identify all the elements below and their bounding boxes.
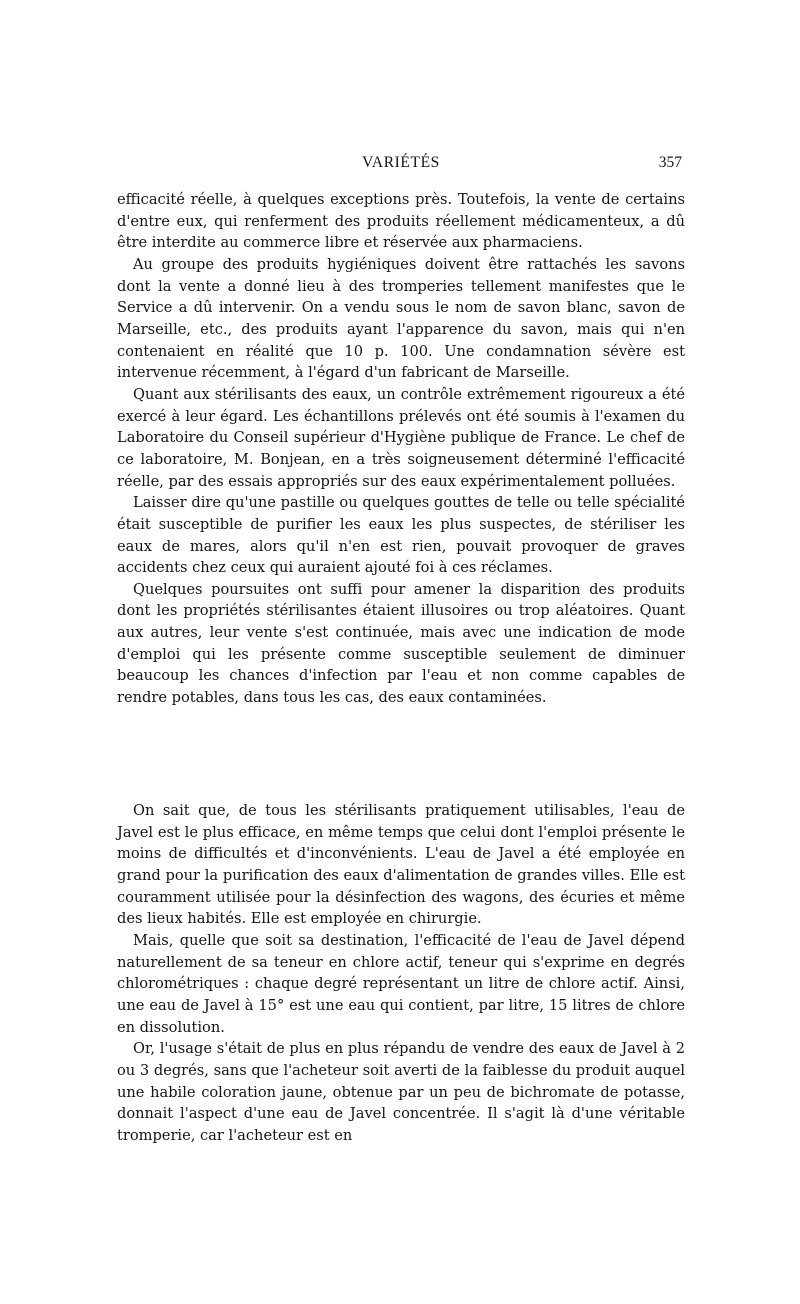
paragraph-8: Or, l'usage s'était de plus en plus répandu de vendre des eaux de Javel à 2 ou 3 degrés, sans que l'acheteur soit averti de la faiblesse du produit auquel une habile coloration jaune, obtenue par un peu de bichromate de potasse, donnait l'aspect d'une eau de Javel concentrée. Il s'agit là d'une véritable tromperie, car l'acheteur est en xyxy=(117,1040,685,1144)
paragraph-6: On sait que, de tous les stérilisants pratiquement utilisables, l'eau de Javel est le plus efficace, en même temps que celui dont l'emploi présente le moins de difficultés et d'inconvénients. L'eau de Javel a été employée en grand pour la purification des eaux d'alimentation de grandes villes. Elle est couramment utilisée pour la désinfection des wagons, des écuries et même des lieux habités. Elle est employée en chirurgie. xyxy=(117,802,685,928)
paragraph-2: Au groupe des produits hygiéniques doivent être rattachés les savons dont la vente a donné lieu à des tromperies tellement manifestes que le Service a dû intervenir. On a vendu sous le nom de savon blanc, savon de Marseille, etc., des produits ayant l'apparence du savon, mais qui n'en contenaient en réalité que 10 p. 100. Une condamnation sévère est intervenue récemment, à l'égard d'un fabricant de Marseille. xyxy=(117,255,685,382)
paragraph-3: Quant aux stérilisants des eaux, un contrôle extrêmement rigoureux a été exercé à leur égard. Les échantillons prélevés ont été soumis à l'examen du Laboratoire du Conseil supérieur d'Hygiène publique de France. Le chef de ce laboratoire, M. Bonjean, en a très soigneusement déterminé l'efficacité réelle, par des essais appropriés sur des eaux expérimentalement polluées. xyxy=(117,385,685,490)
text-section-2 xyxy=(117,800,685,1147)
paragraph-5: Quelques poursuites ont suffi pour amener la disparition des produits dont les propriétés stérilisantes étaient illusoires ou trop aléatoires. Quant aux autres, leur vente s'est continuée, mais avec une indication de mode d'emploi qui les présente comme susceptible seulement de diminuer beaucoup les chances d'infection par l'eau et non comme capables de rendre potables, dans tous les cas, des eaux contaminées. xyxy=(117,580,685,707)
page-header xyxy=(117,152,685,174)
paragraph-4: Laisser dire qu'une pastille ou quelques gouttes de telle ou telle spécialité était susceptible de purifier les eaux les plus suspectes, de stériliser les eaux de mares, alors qu'il n'en est rien, pouvait provoquer de graves accidents chez ceux qui auraient ajouté foi à ces réclames. xyxy=(117,494,685,577)
paragraph-1: efficacité réelle, à quelques exceptions près. Toutefois, la vente de certains d'entre eux, qui renferment des produits réellement médicamenteux, a dû être interdite au commerce libre et réservée aux pharmaciens. xyxy=(117,191,685,252)
page-number: 357 xyxy=(658,154,682,171)
running-title: VARIÉTÉS xyxy=(362,154,440,171)
text-section-1 xyxy=(117,189,685,709)
paragraph-7: Mais, quelle que soit sa destination, l'efficacité de l'eau de Javel dépend naturellement de sa teneur en chlore actif, teneur qui s'exprime en degrés chlorométriques : chaque degré représentant un litre de chlore actif. Ainsi, une eau de Javel à 15° est une eau qui contient, par litre, 15 litres de chlore en dissolution. xyxy=(117,931,685,1036)
